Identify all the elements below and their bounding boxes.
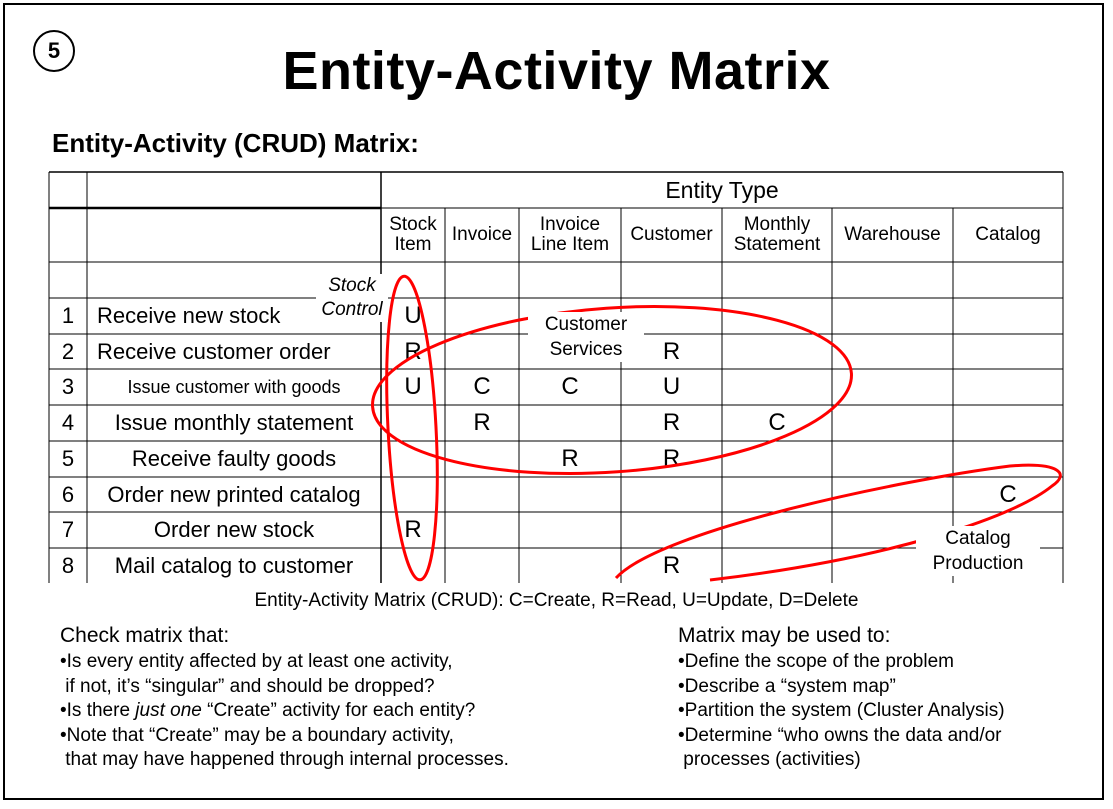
- uses-item-4-line-2: processes (activities): [678, 749, 861, 771]
- column-header: Warehouse: [844, 224, 941, 246]
- column-header: Stock Item: [389, 214, 437, 255]
- column-header: Monthly Statement: [733, 214, 821, 255]
- crud-cell: U: [404, 302, 422, 330]
- crud-cell: C: [473, 373, 491, 401]
- uses-item-1: •Define the scope of the problem: [678, 651, 954, 672]
- crud-cell: [722, 477, 832, 512]
- column-header: Invoice: [451, 224, 513, 246]
- crud-cell: [445, 477, 519, 512]
- stock-control-label: Stock Control: [316, 274, 388, 322]
- entity-type-header: Entity Type: [665, 176, 779, 203]
- crud-cell: C: [561, 373, 579, 401]
- crud-cell: [722, 298, 832, 334]
- row-number: 1: [61, 303, 75, 329]
- uses-item-3: •Partition the system (Cluster Analysis): [678, 700, 1005, 722]
- activity-label: Issue customer with goods: [127, 376, 341, 397]
- crud-cell: [722, 441, 832, 477]
- crud-cell: [722, 369, 832, 405]
- check-item-2-emphasis: just one: [135, 700, 202, 722]
- crud-cell: [381, 477, 445, 512]
- crud-cell: [722, 512, 832, 548]
- crud-cell: [722, 334, 832, 369]
- check-item-2-end: “Create” activity for each entity?: [201, 700, 476, 722]
- check-matrix-heading: Check matrix that:: [60, 624, 230, 647]
- catalog-production-label: Catalog Production: [916, 526, 1040, 576]
- activity-label: Mail catalog to customer: [114, 552, 354, 578]
- activity-label: Order new stock: [153, 517, 315, 543]
- crud-cell: [519, 405, 621, 441]
- check-item-2-start: •Is there: [60, 700, 136, 722]
- row-number: 8: [61, 552, 75, 578]
- crud-cell: C: [999, 480, 1017, 508]
- uses-heading: Matrix may be used to:: [678, 624, 891, 647]
- crud-cell: [832, 477, 953, 512]
- row-number: 3: [61, 374, 75, 400]
- check-item-2: [60, 699, 620, 724]
- crud-cell: [832, 441, 953, 477]
- crud-cell: [445, 334, 519, 369]
- crud-cell: [519, 548, 621, 583]
- crud-cell: [953, 405, 1063, 441]
- activity-label: Issue monthly statement: [114, 410, 354, 436]
- slide-title: Entity-Activity Matrix: [282, 41, 831, 101]
- crud-cell: C: [768, 409, 786, 437]
- crud-cell: R: [473, 409, 491, 437]
- crud-cell: [381, 548, 445, 583]
- matrix-caption: Entity-Activity Matrix (CRUD): C=Create, R=Read, U=Update, D=Delete: [254, 590, 859, 611]
- check-item-3-line-2: that may have happened through internal processes.: [60, 749, 509, 771]
- matrix-subtitle: Entity-Activity (CRUD) Matrix:: [52, 128, 419, 158]
- crud-cell: [953, 441, 1063, 477]
- crud-cell: [722, 548, 832, 583]
- crud-cell: [381, 405, 445, 441]
- check-item-1-line-1: •Is every entity affected by at least one activity,: [60, 651, 453, 672]
- crud-cell: [832, 298, 953, 334]
- crud-cell: [519, 512, 621, 548]
- row-number: 4: [61, 410, 75, 436]
- uses-item-4-line-1: •Determine “who owns the data and/or: [678, 724, 1002, 746]
- row-number: 2: [61, 338, 75, 364]
- crud-cell: R: [662, 551, 681, 579]
- row-number: 5: [61, 446, 75, 472]
- check-item-3-line-1: •Note that “Create” may be a boundary activity,: [60, 724, 454, 746]
- crud-cell: [832, 405, 953, 441]
- activity-label: Receive faulty goods: [131, 446, 337, 472]
- crud-cell: [832, 369, 953, 405]
- crud-cell: [445, 441, 519, 477]
- row-number: 6: [61, 481, 75, 507]
- crud-cell: R: [662, 337, 681, 365]
- column-header: Invoice Line Item: [530, 214, 610, 255]
- crud-cell: [953, 369, 1063, 405]
- slide-number-badge: 5: [33, 30, 75, 72]
- crud-cell: R: [404, 516, 422, 544]
- row-number: 7: [61, 517, 75, 543]
- column-header: Catalog: [975, 224, 1041, 246]
- crud-cell: U: [662, 373, 681, 401]
- crud-cell: R: [662, 445, 681, 473]
- crud-cell: [381, 441, 445, 477]
- uses-item-2: •Describe a “system map”: [678, 675, 896, 697]
- column-header: Customer: [630, 224, 713, 246]
- crud-cell: [953, 298, 1063, 334]
- crud-cell: U: [404, 373, 422, 401]
- matrix-uses-notes: [678, 622, 1098, 773]
- crud-cell: [445, 548, 519, 583]
- activity-label: Receive customer order: [97, 338, 331, 364]
- crud-cell: [832, 334, 953, 369]
- crud-cell: [519, 477, 621, 512]
- crud-cell: [953, 334, 1063, 369]
- crud-cell: [621, 477, 722, 512]
- check-matrix-notes: [60, 622, 620, 773]
- crud-cell: [445, 512, 519, 548]
- crud-cell: R: [561, 445, 579, 473]
- check-item-1-line-2: if not, it’s “singular” and should be dropped?: [60, 675, 435, 697]
- crud-cell: R: [662, 409, 681, 437]
- crud-cell: R: [404, 337, 422, 365]
- activity-label: Order new printed catalog: [107, 481, 361, 507]
- crud-cell: [445, 298, 519, 334]
- customer-services-label: Customer Services: [528, 312, 644, 362]
- activity-label: Receive new stock: [97, 303, 281, 329]
- crud-cell: [621, 512, 722, 548]
